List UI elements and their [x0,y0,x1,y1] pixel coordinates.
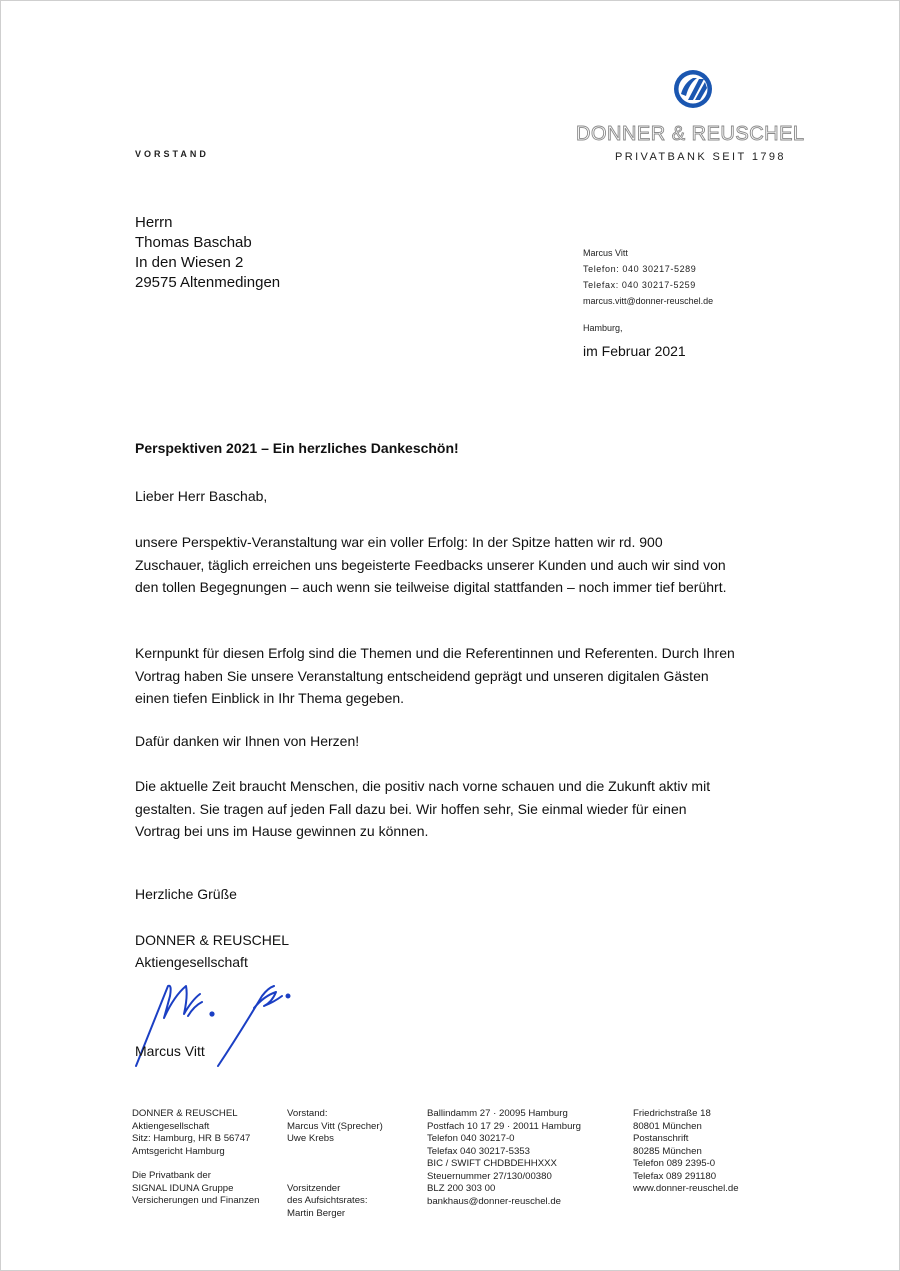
contact-fax: Telefax: 040 30217-5259 [583,280,696,290]
bank-name-logotype: DONNER & REUSCHEL [576,123,805,145]
footer-board-info [287,1108,383,1220]
recipient-salutation-line: Herrn [135,214,173,231]
footer-line: Sitz: Hamburg, HR B 56747 [132,1133,251,1144]
letter-city: Hamburg, [583,323,623,333]
company-name: DONNER & REUSCHEL [135,932,290,948]
footer-line: Versicherungen und Finanzen [132,1195,260,1206]
footer-line: Vorsitzender [287,1182,341,1194]
paragraph-1: unsere Perspektiv-Veranstaltung war ein voller Erfolg: In der Spitze hatten wir rd. 900 Zuschauer, täglich erreichen uns begeisterte Feedbacks unserer Kunden und auch wir sind von den tollen Begegnungen – auch wenn sie teilweise digital stattfanden – noch immer tief berührt. [135,534,727,595]
recipient-address [135,213,280,293]
footer-line: Telefon 040 30217-0 [427,1133,515,1144]
footer-line: DONNER & REUSCHEL [132,1108,238,1119]
contact-phone: Telefon: 040 30217-5289 [583,264,697,274]
footer-line: Aktiengesellschaft [132,1120,210,1132]
footer-line: Ballindamm 27 · 20095 Hamburg [427,1108,568,1119]
footer-line: Postanschrift [633,1133,689,1144]
recipient-name: Thomas Baschab [135,234,252,251]
contact-email: marcus.vitt@donner-reuschel.de [583,296,714,306]
bank-logo-icon [672,68,714,110]
footer-line: SIGNAL IDUNA Gruppe [132,1182,234,1194]
footer-line: Vorstand: [287,1108,328,1119]
company-type: Aktiengesellschaft [135,954,248,970]
footer-line: BIC / SWIFT CHDBDEHHXXX [427,1158,557,1169]
footer-line: Marcus Vitt (Sprecher) [287,1120,383,1132]
footer-line: Amtsgericht Hamburg [132,1145,225,1157]
footer-line: Die Privatbank der [132,1170,211,1181]
footer-line: Friedrichstraße 18 [633,1108,711,1119]
bank-tagline: PRIVATBANK SEIT 1798 [615,151,786,163]
footer-line: Steuernummer 27/130/00380 [427,1170,552,1182]
footer-line: 80801 München [633,1120,702,1132]
department-label: VORSTAND [135,149,209,159]
footer-line: Telefax 040 30217-5353 [427,1145,530,1157]
footer-line: 80285 München [633,1145,702,1157]
letter-subject: Perspektiven 2021 – Ein herzliches Dankeschön! [135,440,459,456]
sender-contact [583,245,713,309]
footer-email: bankhaus@donner-reuschel.de [427,1195,562,1207]
signer-name: Marcus Vitt [135,1043,205,1059]
footer-hamburg-address [427,1108,581,1208]
footer-line: Telefon 089 2395-0 [633,1158,716,1169]
letter-closing: Herzliche Grüße [135,886,237,902]
footer-line: Martin Berger [287,1207,346,1219]
footer-line: BLZ 200 303 00 [427,1183,496,1194]
paragraph-4: Die aktuelle Zeit braucht Menschen, die positiv nach vorne schauen und die Zukunft aktiv mit gestalten. Sie tragen auf jeden Fall dazu bei. Wir hoffen sehr, Sie einmal wieder für einen Vortrag bei uns im Hause gewinnen zu können. [135,778,711,839]
recipient-street: In den Wiesen 2 [135,254,244,271]
footer-munich-address [633,1108,739,1196]
footer-line: Telefax 089 291180 [633,1170,717,1182]
footer-line: des Aufsichtsrates: [287,1195,368,1206]
footer-company-info [132,1108,259,1208]
contact-name: Marcus Vitt [583,248,628,258]
footer-line: Uwe Krebs [287,1133,334,1144]
letter-salutation: Lieber Herr Baschab, [135,488,268,504]
letter-date: im Februar 2021 [583,343,686,359]
paragraph-2: Kernpunkt für diesen Erfolg sind die Themen und die Referentinnen und Referenten. Durch Ihren Vortrag haben Sie unsere Veranstaltung entscheidend geprägt und unseren digitalen Gästen einen tiefen Einblick in Ihr Thema gegeben. [135,645,735,706]
footer-line: Postfach 10 17 29 · 20011 Hamburg [427,1120,581,1132]
paragraph-3: Dafür danken wir Ihnen von Herzen! [135,733,360,749]
recipient-city: 29575 Altenmedingen [135,274,281,291]
footer-website: www.donner-reuschel.de [633,1183,739,1194]
